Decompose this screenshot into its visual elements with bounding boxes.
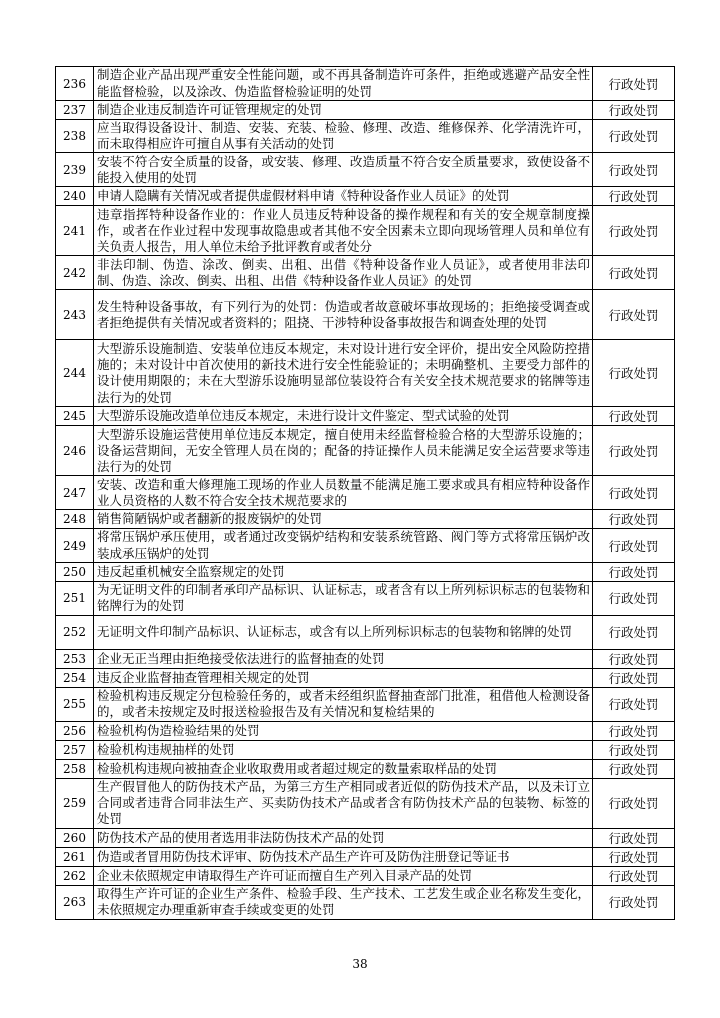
penalty-item-description: 制造企业违反制造许可证管理规定的处罚 [94,101,593,120]
table-row [56,668,675,687]
penalty-item-description: 取得生产许可证的企业生产条件、检验手段、生产技术、工艺发生或企业名称发生变化，未依照规定办理重新审查手续或变更的处罚 [94,885,593,919]
table-row [56,687,675,721]
row-number: 248 [56,510,94,529]
table-row [56,256,675,290]
penalty-item-description: 销售简陋锅炉或者翻新的报废锅炉的处罚 [94,510,593,529]
penalty-category: 行政处罚 [593,687,675,721]
row-number: 239 [56,153,94,187]
table-row [56,187,675,206]
table-row [56,67,675,101]
penalty-item-description: 大型游乐设施制造、安装单位违反本规定，未对设计进行安全评价，提出安全风险防控措施的；未对设计中首次使用的新技术进行安全性能验证的；未明确整机、主要受力部件的设计使用期限的；未在大型游乐设施明显部位装设符合有关安全技术规范要求的铭牌等违法行为的处罚 [94,340,593,407]
table-row [56,290,675,340]
penalty-item-description: 无证明文件印制产品标识、认证标志，或含有以上所列标识标志的包装物和铭牌的处罚 [94,615,593,649]
row-number: 257 [56,740,94,759]
penalty-item-description: 违章指挥特种设备作业的：作业人员违反特种设备的操作规程和有关的安全规章制度操作，或者在作业过程中发现事故隐患或者其他不安全因素未立即向现场管理人员和单位有关负责人报告，用人单位未给予批评教育或者处分 [94,206,593,256]
penalty-category: 行政处罚 [593,668,675,687]
penalty-category: 行政处罚 [593,101,675,120]
row-number: 246 [56,426,94,476]
table-row [56,510,675,529]
penalty-category: 行政处罚 [593,649,675,668]
penalty-item-description: 检验机构伪造检验结果的处罚 [94,721,593,740]
row-number: 252 [56,615,94,649]
penalty-item-description: 安装、改造和重大修理施工现场的作业人员数量不能满足施工要求或具有相应特种设备作业人员资格的人数不符合安全技术规范要求的 [94,476,593,510]
table-row [56,615,675,649]
penalty-item-description: 检验机构违反规定分包检验任务的，或者未经组织监督抽查部门批准，租借他人检测设备的，或者未按规定及时报送检验报告及有关情况和复检结果的 [94,687,593,721]
penalty-category: 行政处罚 [593,510,675,529]
row-number: 261 [56,847,94,866]
row-number: 263 [56,885,94,919]
row-number: 251 [56,581,94,615]
table-row [56,847,675,866]
penalty-category: 行政处罚 [593,120,675,153]
penalty-category: 行政处罚 [593,153,675,187]
penalty-category: 行政处罚 [593,581,675,615]
table-row [56,529,675,562]
table-row [56,407,675,426]
table-row [56,120,675,153]
row-number: 245 [56,407,94,426]
penalty-items-table [55,66,675,920]
penalty-category: 行政处罚 [593,476,675,510]
penalty-item-description: 生产假冒他人的防伪技术产品，为第三方生产相同或者近似的防伪技术产品，以及未订立合同或者违背合同非法生产、买卖防伪技术产品或者含有防伪技术产品的包装物、标签的处罚 [94,778,593,828]
table-row [56,426,675,476]
penalty-item-description: 违反起重机械安全监察规定的处罚 [94,562,593,581]
table-row [56,581,675,615]
row-number: 253 [56,649,94,668]
row-number: 250 [56,562,94,581]
row-number: 256 [56,721,94,740]
penalty-category: 行政处罚 [593,740,675,759]
penalty-category: 行政处罚 [593,615,675,649]
row-number: 243 [56,290,94,340]
table-row [56,206,675,256]
penalty-item-description: 发生特种设备事故，有下列行为的处罚：伪造或者故意破坏事故现场的；拒绝接受调查或者拒绝提供有关情况或者资料的；阻挠、干涉特种设备事故报告和调查处理的处罚 [94,290,593,340]
penalty-item-description: 申请人隐瞒有关情况或者提供虚假材料申请《特种设备作业人员证》的处罚 [94,187,593,206]
penalty-category: 行政处罚 [593,426,675,476]
table-row [56,649,675,668]
row-number: 249 [56,529,94,562]
penalty-item-description: 大型游乐设施改造单位违反本规定，未进行设计文件鉴定、型式试验的处罚 [94,407,593,426]
row-number: 259 [56,778,94,828]
penalty-category: 行政处罚 [593,340,675,407]
table-body [56,67,675,920]
penalty-item-description: 企业未依照规定申请取得生产许可证而擅自生产列入目录产品的处罚 [94,866,593,885]
penalty-category: 行政处罚 [593,866,675,885]
table-row [56,866,675,885]
row-number: 240 [56,187,94,206]
table-row [56,828,675,847]
row-number: 242 [56,256,94,290]
penalty-item-description: 伪造或者冒用防伪技术评审、防伪技术产品生产许可及防伪注册登记等证书 [94,847,593,866]
row-number: 254 [56,668,94,687]
penalty-item-description: 安装不符合安全质量的设备，或安装、修理、改造质量不符合安全质量要求，致使设备不能投入使用的处罚 [94,153,593,187]
penalty-category: 行政处罚 [593,67,675,101]
penalty-category: 行政处罚 [593,562,675,581]
table-row [56,340,675,407]
table-row [56,740,675,759]
penalty-item-description: 违反企业监督抽查管理相关规定的处罚 [94,668,593,687]
penalty-item-description: 制造企业产品出现严重安全性能问题，或不再具备制造许可条件，拒绝或逃避产品安全性能监督检验，以及涂改、伪造监督检验证明的处罚 [94,67,593,101]
penalty-category: 行政处罚 [593,778,675,828]
penalty-item-description: 企业无正当理由拒绝接受依法进行的监督抽查的处罚 [94,649,593,668]
penalty-category: 行政处罚 [593,828,675,847]
penalty-item-description: 应当取得设备设计、制造、安装、充装、检验、修理、改造、维修保养、化学清洗许可，而未取得相应许可擅自从事有关活动的处罚 [94,120,593,153]
penalty-item-description: 检验机构违规抽样的处罚 [94,740,593,759]
penalty-category: 行政处罚 [593,847,675,866]
row-number: 237 [56,101,94,120]
row-number: 236 [56,67,94,101]
penalty-category: 行政处罚 [593,290,675,340]
row-number: 262 [56,866,94,885]
table-row [56,885,675,919]
penalty-item-description: 为无证明文件的印制者承印产品标识、认证标志，或者含有以上所列标识标志的包装物和铭牌行为的处罚 [94,581,593,615]
penalty-item-description: 防伪技术产品的使用者选用非法防伪技术产品的处罚 [94,828,593,847]
penalty-item-description: 大型游乐设施运营使用单位违反本规定，擅自使用未经监督检验合格的大型游乐设施的；设备运营期间，无安全管理人员在岗的；配备的持证操作人员未能满足安全运营要求等违法行为的处罚 [94,426,593,476]
table-row [56,721,675,740]
penalty-category: 行政处罚 [593,885,675,919]
penalty-category: 行政处罚 [593,407,675,426]
table-row [56,562,675,581]
row-number: 255 [56,687,94,721]
row-number: 258 [56,759,94,778]
table-row [56,759,675,778]
row-number: 247 [56,476,94,510]
table-row [56,778,675,828]
table-row [56,101,675,120]
penalty-category: 行政处罚 [593,187,675,206]
penalty-category: 行政处罚 [593,206,675,256]
row-number: 244 [56,340,94,407]
penalty-item-description: 将常压锅炉承压使用，或者通过改变锅炉结构和安装系统管路、阀门等方式将常压锅炉改装成承压锅炉的处罚 [94,529,593,562]
page-number: 38 [352,957,368,971]
penalty-category: 行政处罚 [593,256,675,290]
row-number: 241 [56,206,94,256]
table-row [56,476,675,510]
penalty-category: 行政处罚 [593,721,675,740]
table-row [56,153,675,187]
penalty-item-description: 检验机构违规向被抽查企业收取费用或者超过规定的数量索取样品的处罚 [94,759,593,778]
penalty-category: 行政处罚 [593,529,675,562]
row-number: 260 [56,828,94,847]
row-number: 238 [56,120,94,153]
penalty-category: 行政处罚 [593,759,675,778]
penalty-item-description: 非法印制、伪造、涂改、倒卖、出租、出借《特种设备作业人员证》，或者使用非法印制、伪造、涂改、倒卖、出租、出借《特种设备作业人员证》的处罚 [94,256,593,290]
